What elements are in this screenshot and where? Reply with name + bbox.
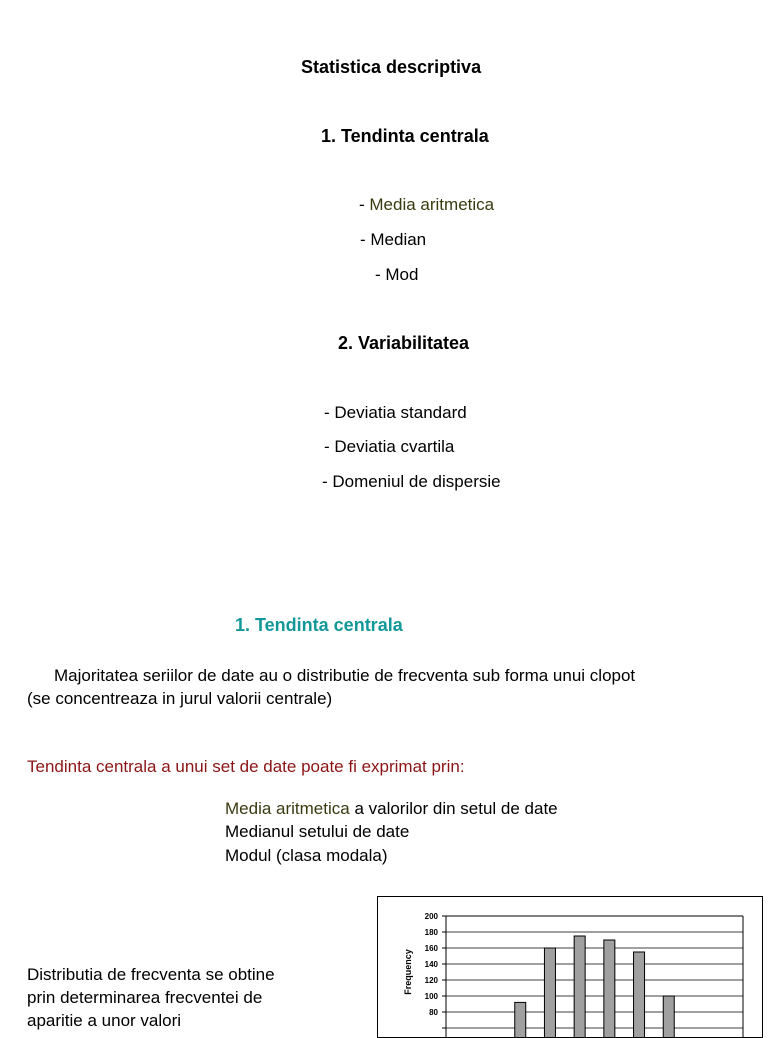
list-item-median: - Median (360, 230, 427, 249)
bar (515, 1002, 526, 1037)
y-tick-label: 80 (429, 1008, 438, 1017)
y-axis-label: Frequency (403, 949, 413, 995)
paragraph-line-1: Majoritatea seriilor de date au o distributie de frecventa sub forma unui clopot (54, 666, 636, 685)
bar (663, 996, 674, 1037)
measure-list-item-median: Medianul setului de date (225, 822, 410, 841)
list-item-deviatia-standard: - Deviatia standard (324, 403, 467, 422)
y-tick-label: 100 (424, 992, 438, 1001)
distribution-line-1: Distributia de frecventa se obtine (27, 965, 275, 984)
distribution-line-2: prin determinarea frecventei de (27, 988, 263, 1007)
section-heading-variabilitatea: 2. Variabilitatea (338, 333, 470, 353)
frequency-chart-svg (378, 897, 762, 1037)
y-tick-label: 160 (424, 944, 438, 953)
expressed-by-text: Tendinta centrala a unui set de date poate fi exprimat prin: (27, 757, 465, 776)
list-item-deviatia-cvartila: - Deviatia cvartila (324, 437, 455, 456)
y-tick-label: 140 (424, 960, 438, 969)
list-item-domeniul: - Domeniul de dispersie (322, 472, 501, 491)
y-tick-label: 180 (424, 928, 438, 937)
list-item-media (359, 195, 494, 215)
y-tick-label: 120 (424, 976, 438, 985)
mean-rest: a valorilor din setul de date (349, 799, 558, 818)
section-heading-teal: 1. Tendinta centrala (235, 615, 403, 635)
paragraph-line-2: (se concentreaza in jurul valorii centrale) (27, 689, 333, 708)
bar (604, 940, 615, 1037)
distribution-line-3: aparitie a unor valori (27, 1011, 182, 1030)
list-item-mod: - Mod (375, 265, 419, 284)
measure-list-item-mean (225, 797, 558, 820)
frequency-chart (377, 896, 763, 1038)
document-title: Statistica descriptiva (301, 57, 482, 77)
y-tick-label: 200 (424, 912, 438, 921)
dash-text: - (359, 195, 370, 214)
bar (634, 952, 645, 1037)
bar (574, 936, 585, 1037)
mean-label: Media aritmetica (225, 799, 350, 818)
section-heading-tendinta: 1. Tendinta centrala (321, 126, 489, 146)
media-aritmetica-text: Media aritmetica (369, 195, 495, 214)
measure-list-item-mode: Modul (clasa modala) (225, 846, 388, 865)
